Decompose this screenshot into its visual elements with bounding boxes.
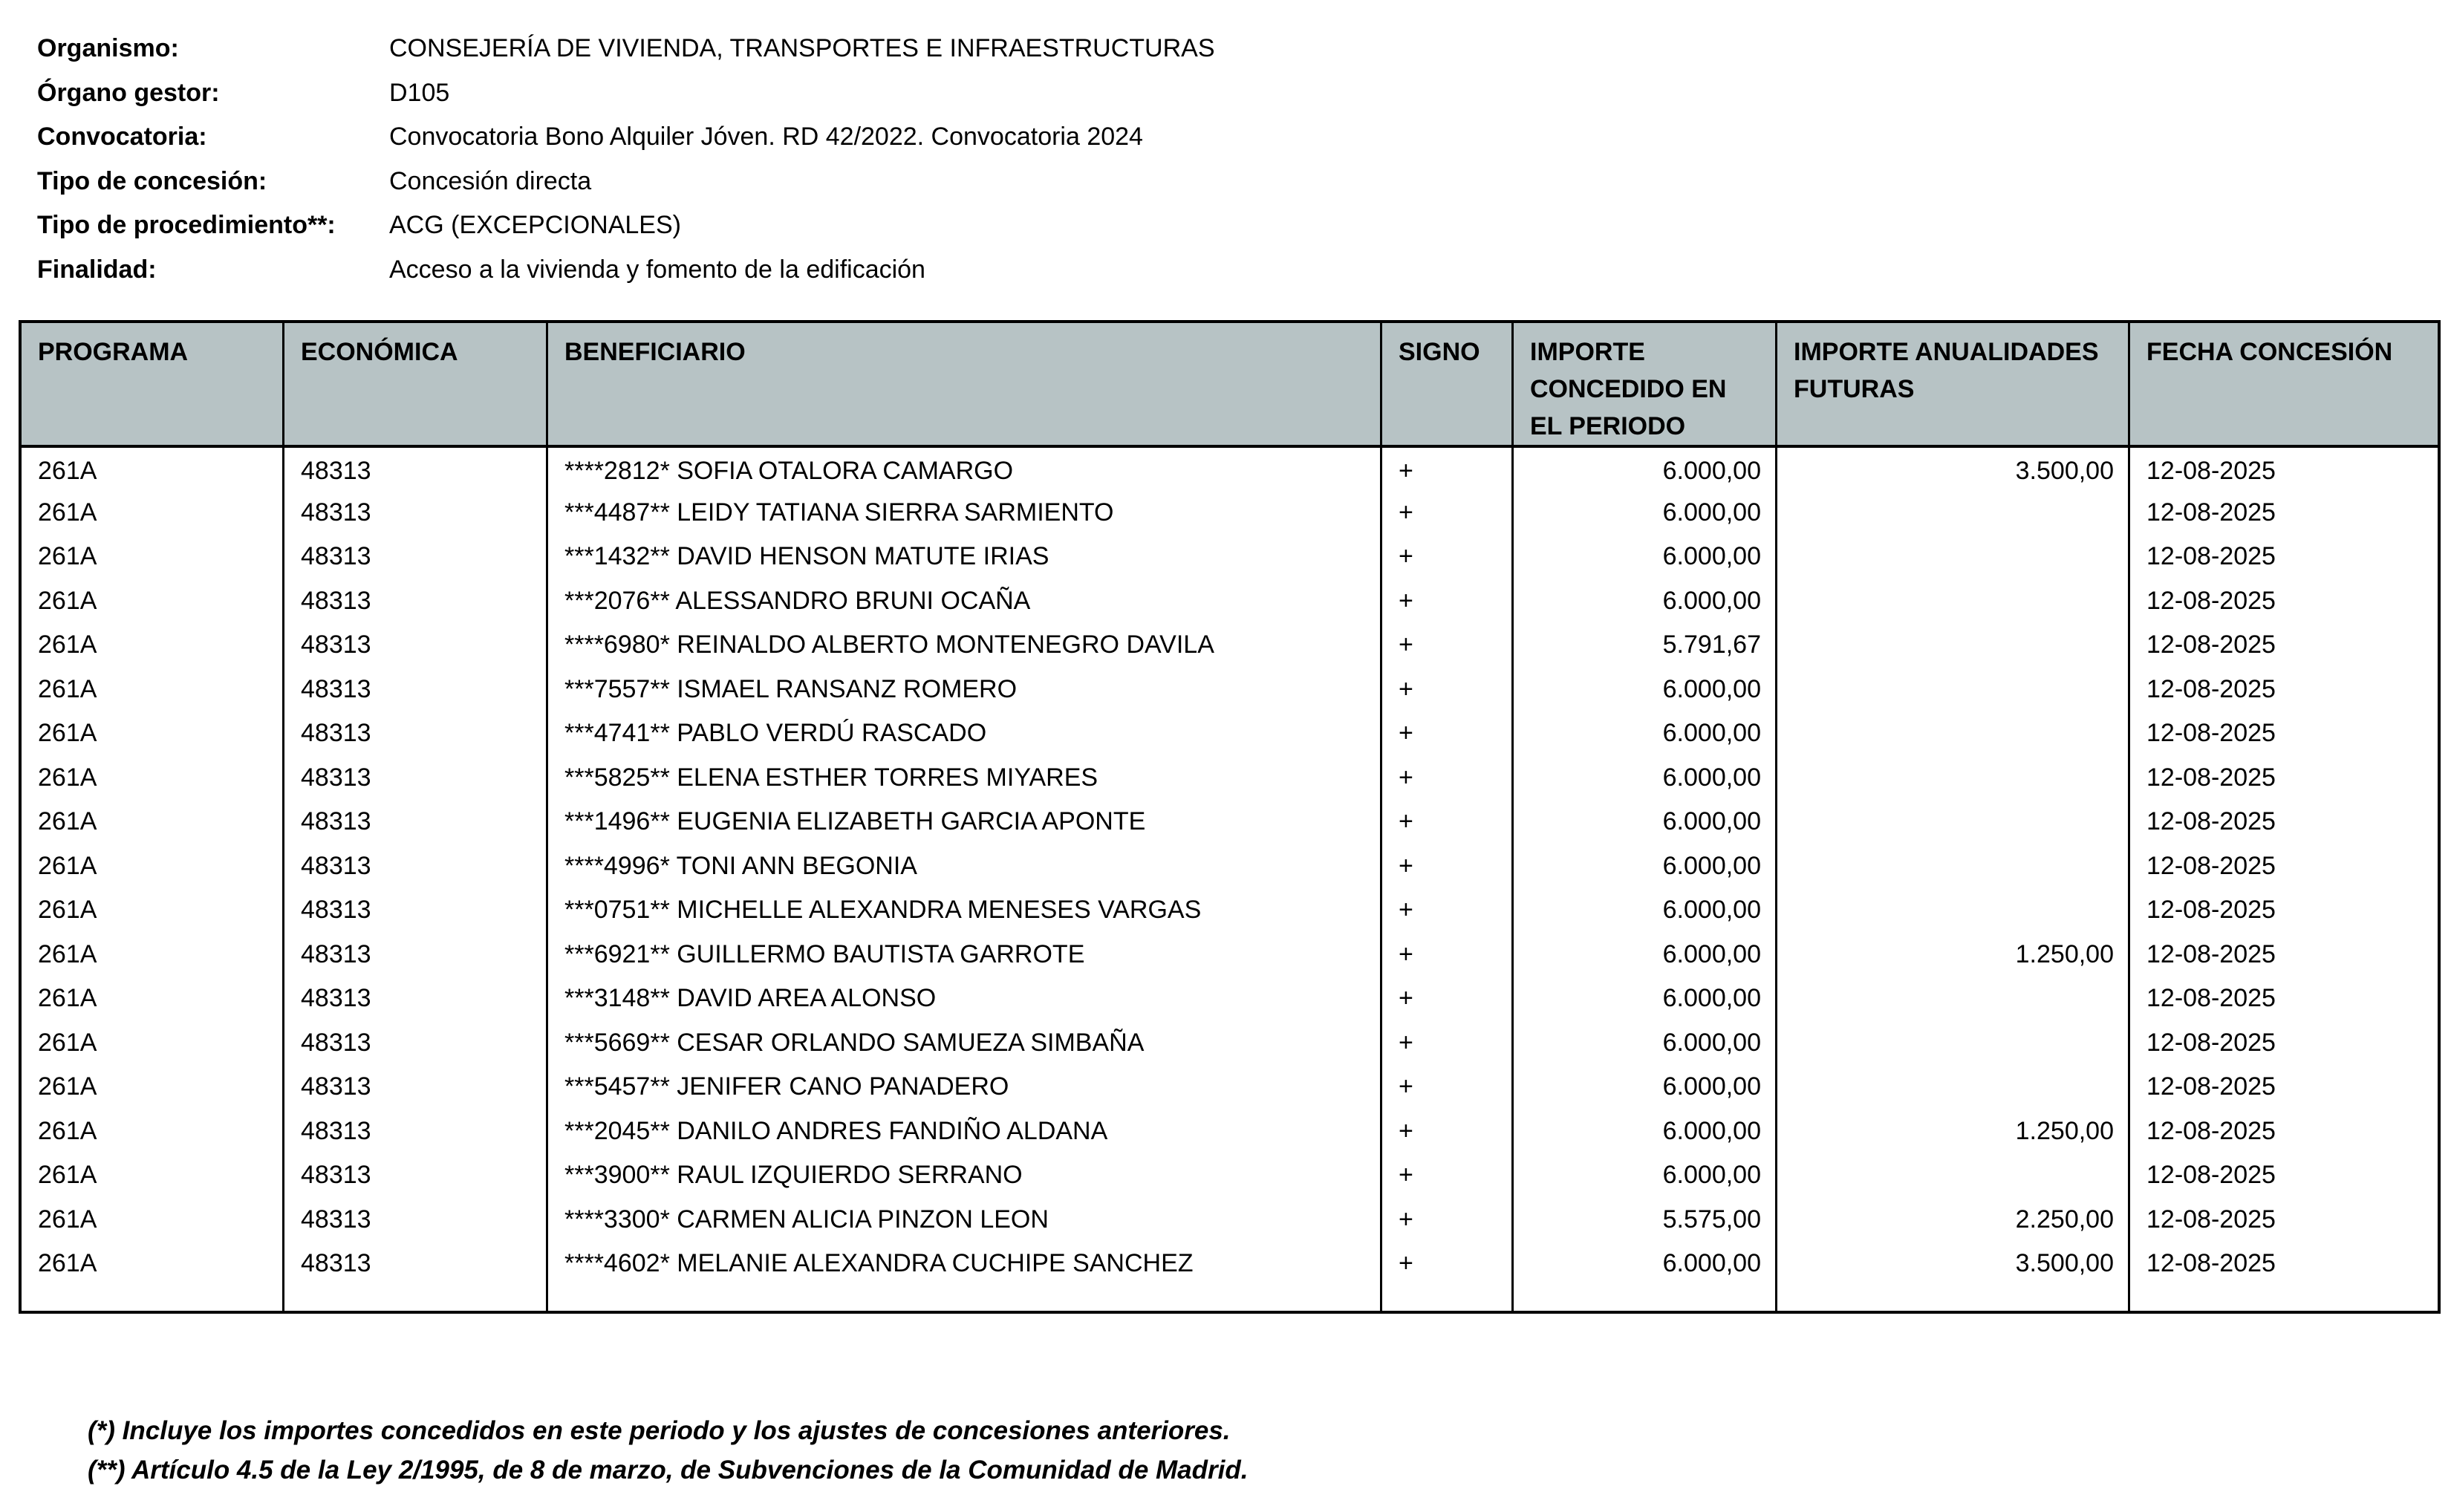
importe-concedido-cell: 6.000,00 (1662, 674, 1761, 703)
fecha-concesion-cell: 12-08-2025 (2146, 1161, 2276, 1190)
importe-concedido-cell: 6.000,00 (1662, 542, 1761, 571)
signo-cell: + (1399, 498, 1413, 527)
importe-anualidades-cell (1777, 491, 2130, 535)
importe-anualidades-cell: 2.250,00 (2015, 1205, 2114, 1234)
economica-cell: 48313 (301, 851, 371, 880)
beneficiario-cell: ****4602* MELANIE ALEXANDRA CUCHIPE SANCHEZ (564, 1249, 1194, 1278)
importe-anualidades-cell (1777, 977, 2130, 1021)
fecha-concesion-cell: 12-08-2025 (2146, 1205, 2276, 1234)
economica-cell: 48313 (301, 807, 371, 836)
fecha-concesion-cell: 12-08-2025 (2146, 1249, 2276, 1278)
table-row (22, 668, 2438, 712)
organo-gestor-label: Órgano gestor: (37, 78, 220, 107)
beneficiario-cell: ***5457** JENIFER CANO PANADERO (564, 1072, 1009, 1101)
signo-cell: + (1399, 630, 1413, 659)
programa-cell: 261A (38, 984, 97, 1013)
fecha-concesion-cell: 12-08-2025 (2146, 674, 2276, 703)
finalidad-value: Acceso a la vivienda y fomento de la edificación (389, 255, 925, 284)
programa-cell: 261A (38, 1116, 97, 1145)
header-row-tipo-procedimiento (37, 203, 2377, 248)
importe-anualidades-cell (1777, 711, 2130, 756)
importe-anualidades-cell: 1.250,00 (2015, 1116, 2114, 1145)
importe-anualidades-cell (1777, 888, 2130, 933)
document-header (37, 27, 2377, 292)
tipo-concesion-value: Concesión directa (389, 166, 592, 195)
importe-concedido-cell: 6.000,00 (1662, 1249, 1761, 1278)
beneficiario-cell: ***4741** PABLO VERDÚ RASCADO (564, 719, 987, 748)
beneficiario-cell: ***1432** DAVID HENSON MATUTE IRIAS (564, 542, 1049, 571)
fecha-concesion-cell: 12-08-2025 (2146, 1072, 2276, 1101)
table-row (22, 711, 2438, 756)
importe-concedido-cell: 6.000,00 (1662, 984, 1761, 1013)
signo-cell: + (1399, 1028, 1413, 1057)
programa-cell: 261A (38, 807, 97, 836)
table-row (22, 844, 2438, 889)
fecha-concesion-cell: 12-08-2025 (2146, 586, 2276, 615)
economica-cell: 48313 (301, 1028, 371, 1057)
programa-cell: 261A (38, 1072, 97, 1101)
economica-cell: 48313 (301, 1072, 371, 1101)
table-row (22, 1021, 2438, 1066)
signo-cell: + (1399, 939, 1413, 968)
column-divider (2128, 323, 2130, 1311)
fecha-concesion-cell: 12-08-2025 (2146, 763, 2276, 792)
programa-cell: 261A (38, 896, 97, 925)
beneficiario-cell: ***0751** MICHELLE ALEXANDRA MENESES VARGAS (564, 896, 1202, 925)
beneficiario-cell: ***3900** RAUL IZQUIERDO SERRANO (564, 1161, 1023, 1190)
importe-concedido-cell: 6.000,00 (1662, 498, 1761, 527)
beneficiario-cell: ***1496** EUGENIA ELIZABETH GARCIA APONTE (564, 807, 1146, 836)
column-header-importe-anualidades: IMPORTE ANUALIDADES FUTURAS (1777, 323, 2130, 446)
programa-cell: 261A (38, 719, 97, 748)
importe-anualidades-cell: 3.500,00 (2015, 457, 2114, 486)
signo-cell: + (1399, 1205, 1413, 1234)
signo-cell: + (1399, 457, 1413, 486)
beneficiario-cell: ***7557** ISMAEL RANSANZ ROMERO (564, 674, 1018, 703)
importe-anualidades-cell (1777, 535, 2130, 579)
table-row (22, 888, 2438, 933)
importe-concedido-cell: 6.000,00 (1662, 1072, 1761, 1101)
tipo-procedimiento-value: ACG (EXCEPCIONALES) (389, 211, 681, 240)
table-body (22, 446, 2438, 1286)
beneficiario-cell: ***5669** CESAR ORLANDO SAMUEZA SIMBAÑA (564, 1028, 1145, 1057)
importe-anualidades-cell (1777, 1021, 2130, 1066)
programa-cell: 261A (38, 457, 97, 486)
programa-cell: 261A (38, 586, 97, 615)
column-header-economica: ECONÓMICA (284, 323, 548, 446)
column-divider (282, 323, 284, 1311)
importe-concedido-cell: 6.000,00 (1662, 1028, 1761, 1057)
table-row (22, 579, 2438, 624)
organo-gestor-value: D105 (389, 78, 450, 107)
fecha-concesion-cell: 12-08-2025 (2146, 630, 2276, 659)
importe-concedido-cell: 6.000,00 (1662, 1161, 1761, 1190)
economica-cell: 48313 (301, 719, 371, 748)
signo-cell: + (1399, 719, 1413, 748)
signo-cell: + (1399, 1116, 1413, 1145)
importe-concedido-cell: 6.000,00 (1662, 939, 1761, 968)
economica-cell: 48313 (301, 630, 371, 659)
column-header-beneficiario: BENEFICIARIO (548, 323, 1382, 446)
importe-anualidades-cell (1777, 800, 2130, 844)
importe-concedido-cell: 6.000,00 (1662, 851, 1761, 880)
fecha-concesion-cell: 12-08-2025 (2146, 457, 2276, 486)
importe-anualidades-cell: 1.250,00 (2015, 939, 2114, 968)
beneficiario-cell: ****2812* SOFIA OTALORA CAMARGO (564, 457, 1014, 486)
header-row-finalidad (37, 248, 2377, 293)
fecha-concesion-cell: 12-08-2025 (2146, 1028, 2276, 1057)
economica-cell: 48313 (301, 586, 371, 615)
table-row (22, 535, 2438, 579)
table-row (22, 446, 2438, 491)
economica-cell: 48313 (301, 542, 371, 571)
economica-cell: 48313 (301, 498, 371, 527)
importe-anualidades-cell (1777, 1065, 2130, 1109)
signo-cell: + (1399, 896, 1413, 925)
importe-concedido-cell: 6.000,00 (1662, 763, 1761, 792)
programa-cell: 261A (38, 851, 97, 880)
signo-cell: + (1399, 1072, 1413, 1101)
economica-cell: 48313 (301, 1205, 371, 1234)
table-row (22, 491, 2438, 535)
signo-cell: + (1399, 807, 1413, 836)
signo-cell: + (1399, 1161, 1413, 1190)
signo-cell: + (1399, 984, 1413, 1013)
programa-cell: 261A (38, 1205, 97, 1234)
beneficiario-cell: ****4996* TONI ANN BEGONIA (564, 851, 917, 880)
signo-cell: + (1399, 851, 1413, 880)
table-header-row (22, 323, 2438, 446)
footnote-importes: (*) Incluye los importes concedidos en este periodo y los ajustes de concesiones anteriores. (88, 1416, 1231, 1445)
importe-anualidades-cell (1777, 1153, 2130, 1198)
fecha-concesion-cell: 12-08-2025 (2146, 719, 2276, 748)
economica-cell: 48313 (301, 1249, 371, 1278)
column-divider (546, 323, 548, 1311)
importe-anualidades-cell (1777, 668, 2130, 712)
table-row (22, 800, 2438, 844)
importe-anualidades-cell (1777, 623, 2130, 668)
programa-cell: 261A (38, 939, 97, 968)
column-header-fecha-concesion: FECHA CONCESIÓN (2130, 323, 2438, 446)
beneficiario-cell: ****6980* REINALDO ALBERTO MONTENEGRO DAVILA (564, 630, 1214, 659)
beneficiario-cell: ***2045** DANILO ANDRES FANDIÑO ALDANA (564, 1116, 1108, 1145)
economica-cell: 48313 (301, 896, 371, 925)
importe-concedido-cell: 6.000,00 (1662, 896, 1761, 925)
beneficiario-cell: ***6921** GUILLERMO BAUTISTA GARROTE (564, 939, 1085, 968)
fecha-concesion-cell: 12-08-2025 (2146, 851, 2276, 880)
table-row (22, 1242, 2438, 1286)
header-row-organismo (37, 27, 2377, 71)
programa-cell: 261A (38, 1161, 97, 1190)
importe-anualidades-cell (1777, 844, 2130, 889)
economica-cell: 48313 (301, 763, 371, 792)
importe-concedido-cell: 6.000,00 (1662, 807, 1761, 836)
economica-cell: 48313 (301, 1161, 371, 1190)
importe-concedido-cell: 6.000,00 (1662, 719, 1761, 748)
header-row-organo-gestor (37, 71, 2377, 116)
programa-cell: 261A (38, 542, 97, 571)
signo-cell: + (1399, 763, 1413, 792)
footnote-ley: (**) Artículo 4.5 de la Ley 2/1995, de 8 de marzo, de Subvenciones de la Comunidad de Madrid. (88, 1456, 1249, 1485)
fecha-concesion-cell: 12-08-2025 (2146, 939, 2276, 968)
organismo-value: CONSEJERÍA DE VIVIENDA, TRANSPORTES E INFRAESTRUCTURAS (389, 34, 1215, 63)
economica-cell: 48313 (301, 1116, 371, 1145)
table-row (22, 756, 2438, 801)
fecha-concesion-cell: 12-08-2025 (2146, 807, 2276, 836)
table-row (22, 1153, 2438, 1198)
beneficiario-cell: ***5825** ELENA ESTHER TORRES MIYARES (564, 763, 1098, 792)
convocatoria-label: Convocatoria: (37, 123, 207, 151)
column-divider (1775, 323, 1777, 1311)
signo-cell: + (1399, 586, 1413, 615)
programa-cell: 261A (38, 498, 97, 527)
grants-table-frame (19, 320, 2441, 1314)
table-row (22, 1065, 2438, 1109)
importe-anualidades-cell: 3.500,00 (2015, 1249, 2114, 1278)
table-row (22, 933, 2438, 977)
importe-anualidades-cell (1777, 756, 2130, 801)
header-row-tipo-concesion (37, 160, 2377, 204)
beneficiario-cell: ***2076** ALESSANDRO BRUNI OCAÑA (564, 586, 1031, 615)
programa-cell: 261A (38, 763, 97, 792)
tipo-procedimiento-label: Tipo de procedimiento**: (37, 211, 336, 240)
signo-cell: + (1399, 1249, 1413, 1278)
programa-cell: 261A (38, 1028, 97, 1057)
fecha-concesion-cell: 12-08-2025 (2146, 542, 2276, 571)
column-header-importe-concedido: IMPORTE CONCEDIDO EN EL PERIODO (1514, 323, 1777, 446)
table-row (22, 1198, 2438, 1242)
economica-cell: 48313 (301, 939, 371, 968)
beneficiario-cell: ****3300* CARMEN ALICIA PINZON LEON (564, 1205, 1049, 1234)
grants-table (22, 323, 2438, 1286)
importe-concedido-cell: 6.000,00 (1662, 457, 1761, 486)
economica-cell: 48313 (301, 984, 371, 1013)
fecha-concesion-cell: 12-08-2025 (2146, 1116, 2276, 1145)
finalidad-label: Finalidad: (37, 255, 157, 284)
signo-cell: + (1399, 542, 1413, 571)
beneficiario-cell: ***3148** DAVID AREA ALONSO (564, 984, 937, 1013)
importe-concedido-cell: 6.000,00 (1662, 1116, 1761, 1145)
header-row-convocatoria (37, 115, 2377, 160)
table-header (22, 323, 2438, 446)
beneficiario-cell: ***4487** LEIDY TATIANA SIERRA SARMIENTO (564, 498, 1114, 527)
table-row (22, 623, 2438, 668)
column-divider (1380, 323, 1382, 1311)
table-row (22, 977, 2438, 1021)
importe-concedido-cell: 5.791,67 (1662, 630, 1761, 659)
organismo-label: Organismo: (37, 34, 179, 63)
economica-cell: 48313 (301, 674, 371, 703)
footnotes (88, 1411, 1248, 1490)
programa-cell: 261A (38, 674, 97, 703)
programa-cell: 261A (38, 630, 97, 659)
column-divider (1511, 323, 1514, 1311)
importe-concedido-cell: 6.000,00 (1662, 586, 1761, 615)
importe-concedido-cell: 5.575,00 (1662, 1205, 1761, 1234)
signo-cell: + (1399, 674, 1413, 703)
tipo-concesion-label: Tipo de concesión: (37, 166, 267, 195)
importe-anualidades-cell (1777, 579, 2130, 624)
fecha-concesion-cell: 12-08-2025 (2146, 498, 2276, 527)
fecha-concesion-cell: 12-08-2025 (2146, 896, 2276, 925)
column-header-signo: SIGNO (1382, 323, 1514, 446)
table-row (22, 1109, 2438, 1154)
economica-cell: 48313 (301, 457, 371, 486)
convocatoria-value: Convocatoria Bono Alquiler Jóven. RD 42/2022. Convocatoria 2024 (389, 123, 1143, 151)
fecha-concesion-cell: 12-08-2025 (2146, 984, 2276, 1013)
programa-cell: 261A (38, 1249, 97, 1278)
column-header-programa: PROGRAMA (22, 323, 284, 446)
